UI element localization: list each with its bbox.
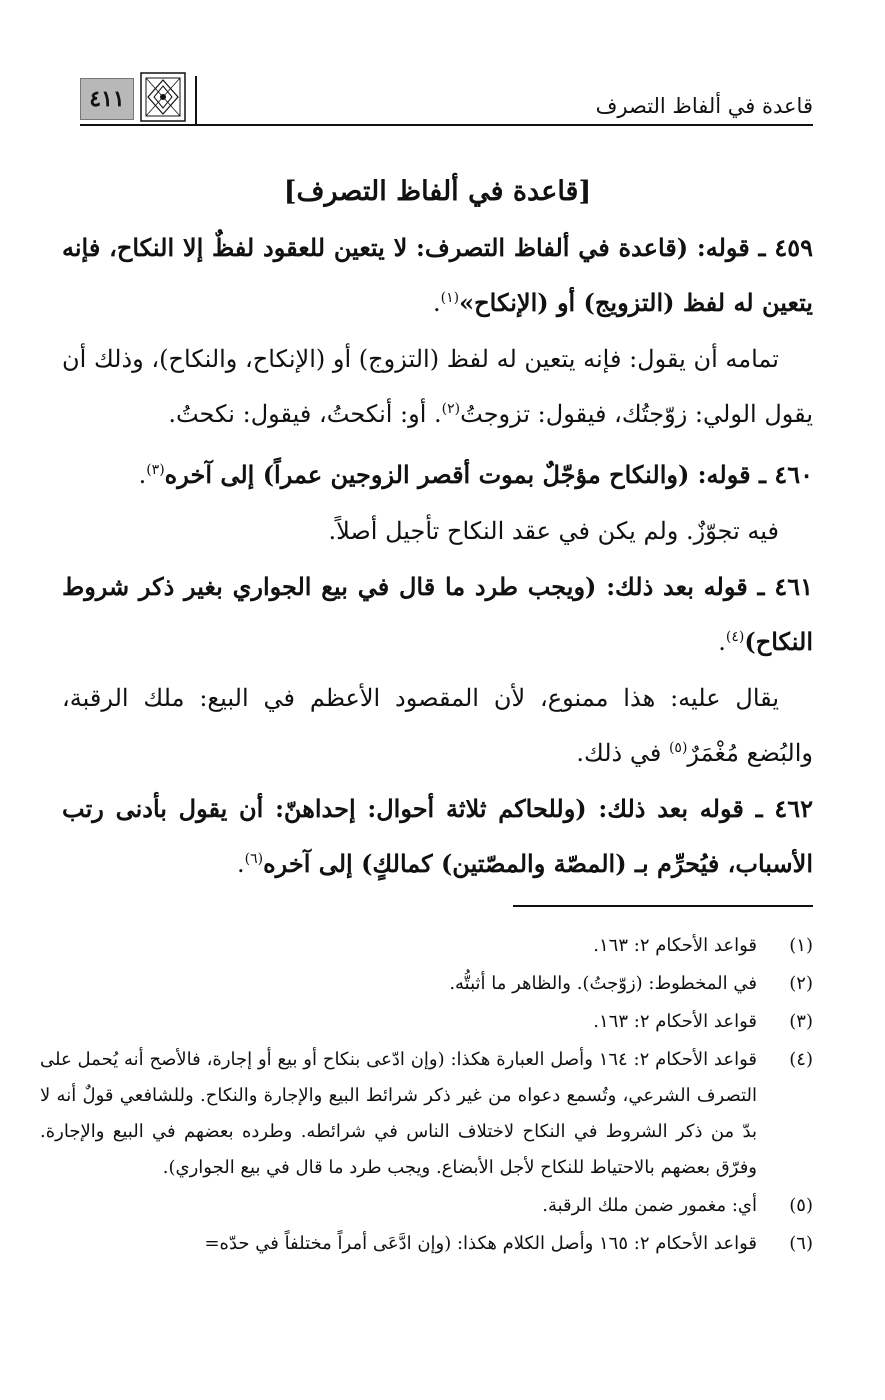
footnote-number: (٣) <box>789 1011 813 1032</box>
footnote-text: قواعد الأحكام ٢: ١٦٣. <box>593 935 757 956</box>
paragraph-tail: . <box>433 289 441 317</box>
ornament-icon <box>140 72 186 122</box>
paragraph-462 <box>62 784 813 889</box>
page-number: ٤١١ <box>80 78 134 120</box>
footnote-ref[interactable]: (٦) <box>244 851 264 867</box>
paragraph-460 <box>62 445 813 500</box>
paragraph-459 <box>62 223 813 328</box>
paragraph-text: فيه تجوّزٌ. ولم يكن في عقد النكاح تأجيل أصلاً. <box>328 517 779 545</box>
footnote-ref[interactable]: (٥) <box>668 740 688 756</box>
footnote-5 <box>40 1188 813 1224</box>
commentary-461 <box>62 673 813 778</box>
footnote-text: قواعد الأحكام ٢: ١٦٣. <box>593 1011 757 1032</box>
paragraph-tail: . <box>236 850 245 878</box>
paragraph-tail: . <box>138 461 147 489</box>
footnote-6 <box>40 1226 813 1262</box>
footnote-ref[interactable]: (٤) <box>725 629 745 645</box>
footnote-number: (٤) <box>789 1049 813 1070</box>
header-rule <box>80 124 813 126</box>
footnote-number: (٢) <box>789 973 813 994</box>
paragraph-lead: ٤٦٢ ـ قوله بعد ذلك: (وللحاكم ثلاثة أحوال: إحداهنّ: أن يقول بأدنى رتب الأسباب، فيُحرِّم بـ (المصّة والمصّتين) كمالكٍ) إلى آخره <box>62 794 813 878</box>
paragraph-lead: ٤٦١ ـ قوله بعد ذلك: (ويجب طرد ما قال في بيع الجواري بغير ذكر شروط النكاح) <box>62 572 813 656</box>
footnote-number: (١) <box>789 935 813 956</box>
running-header <box>0 0 885 130</box>
paragraph-lead: ٤٥٩ ـ قوله: (قاعدة في ألفاظ التصرف: لا يتعين للعقود لفظٌ إلا النكاح، فإنه يتعين له لفظ (التزويج) أو (الإنكاح» <box>62 233 813 317</box>
footnote-ref[interactable]: (٣) <box>146 462 165 478</box>
section-title: [قاعدة في ألفاظ التصرف] <box>283 176 592 207</box>
footnote-number: (٦) <box>789 1233 813 1254</box>
paragraph-tail: في ذلك. <box>576 739 669 767</box>
running-title: قاعدة في ألفاظ التصرف <box>595 94 813 118</box>
footnote-text: أي: مغمور ضمن ملك الرقبة. <box>542 1195 757 1216</box>
footnotes <box>40 928 813 1264</box>
paragraph-text: تمامه أن يقول: فإنه يتعين له لفظ (التزوج) أو (الإنكاح، والنكاح)، وذلك أن يقول الولي: زوّجتُك، فيقول: تزوجتُ <box>62 345 813 428</box>
main-text <box>62 176 813 895</box>
footnote-3 <box>40 1004 813 1040</box>
commentary-459 <box>62 334 813 439</box>
footnote-separator <box>513 905 813 907</box>
footnote-ref[interactable]: (١) <box>440 290 460 306</box>
commentary-460 <box>62 506 813 556</box>
footnote-4 <box>40 1042 813 1186</box>
paragraph-461 <box>62 562 813 667</box>
paragraph-tail: . <box>718 628 726 656</box>
header-separator <box>195 76 197 124</box>
footnote-text: قواعد الأحكام ٢: ١٦٥ وأصل الكلام هكذا: (وإن ادَّعَى أمراً مختلفاً في حدّه= <box>204 1233 757 1254</box>
footnote-text: في المخطوط: (زوّجتُ). والظاهر ما أثبتُّه. <box>449 973 757 994</box>
paragraph-tail: . أو: أنكحتُ، فيقول: نكحتُ. <box>168 400 442 428</box>
footnote-text: قواعد الأحكام ٢: ١٦٤ وأصل العبارة هكذا: (وإن ادّعى بنكاح أو بيع أو إجارة، فالأصح أنه يُحمل على التصرف الشرعي، وتُسمع دعواه من غير ذكر شرائط البيع والإجارة والنكاح. وللشافعي قولٌ أنه لا بدّ من ذكر الشروط في النكاح لاختلاف الناس في شرائطه. وطرده بعضهم في البيع والإجارة. وفرّق بعضهم بالاحتياط للنكاح لأجل الأبضاع. ويجب طرد ما قال في بيع الجواري). <box>40 1049 757 1178</box>
footnote-1 <box>40 928 813 964</box>
footnote-2 <box>40 966 813 1002</box>
paragraph-lead: ٤٦٠ ـ قوله: (والنكاح مؤجّلٌ بموت أقصر الزوجين عمراً) إلى آخره <box>164 460 813 489</box>
footnote-ref[interactable]: (٢) <box>441 401 461 417</box>
paragraph-text: يقال عليه: هذا ممنوع، لأن المقصود الأعظم في البيع: ملك الرقبة، والبُضع مُغْمَرٌ <box>62 684 813 767</box>
footnote-number: (٥) <box>789 1195 813 1216</box>
